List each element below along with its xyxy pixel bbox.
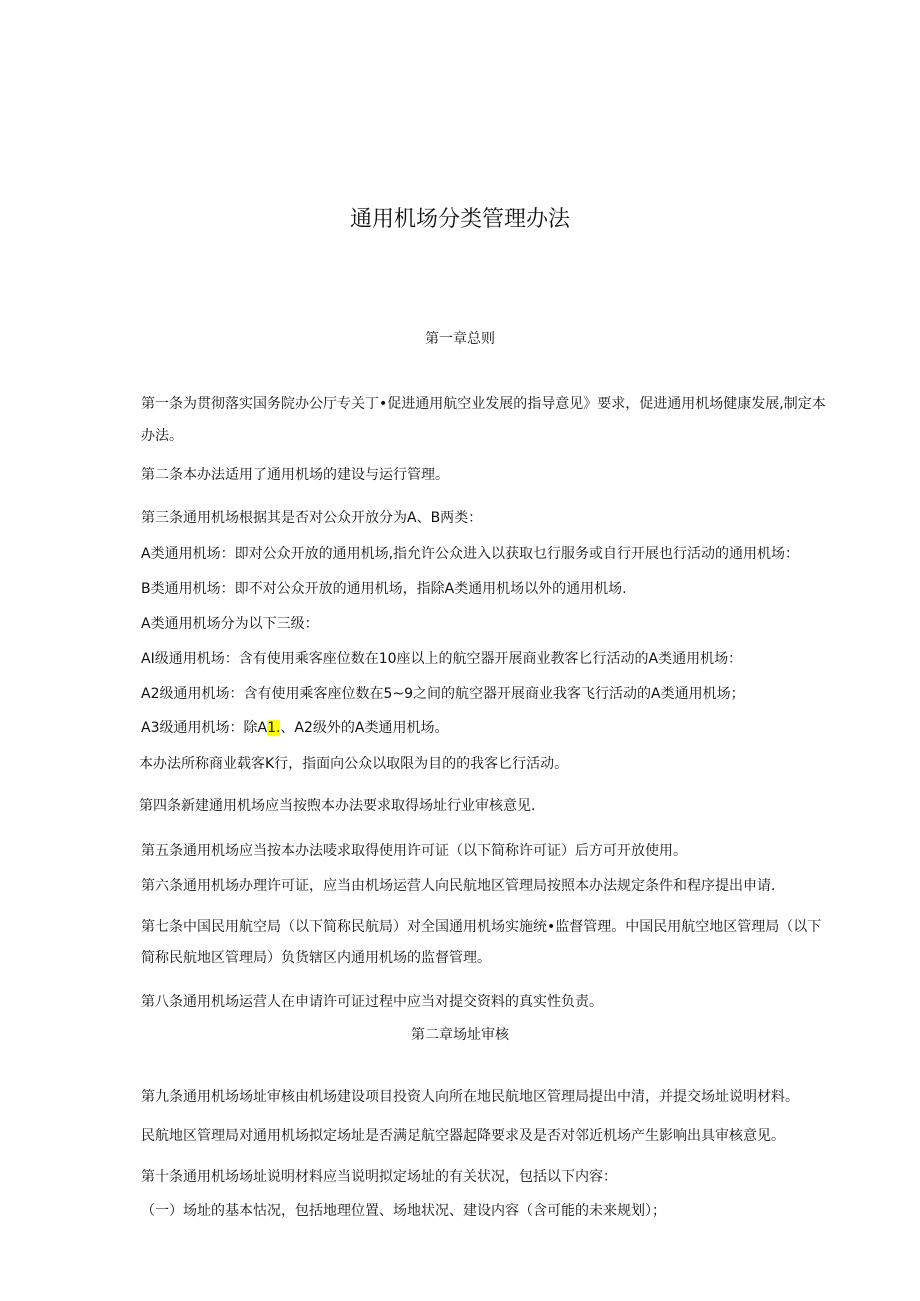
class-b-definition: B类通用机场：即不对公众开放的通用机场，指除A类通用机场以外的通用机场. bbox=[141, 581, 627, 597]
article-2: 第二条本办法适用了通用机场的建设与运行管理。 bbox=[141, 467, 449, 483]
article-1-line-1: 第一条为贯彻落实国务院办公厅专关丁•促进通用航空业发展的指导意见》要求，促进通用机场健康发展,制定本 bbox=[141, 396, 826, 412]
level-a1-definition: AI级通用机场：含有使用乘客座位数在10座以上的航空器开展商业教客匕行活动的A类通用机场： bbox=[141, 651, 743, 667]
article-9: 第九条通用机场场址审核由机场建设项目投资人向所在地民航地区管理局提出中清，并提交场址说明材料。 bbox=[141, 1089, 799, 1105]
class-a-levels-intro: A类通用机场分为以下三级： bbox=[141, 616, 319, 632]
article-1-line-2: 办法。 bbox=[141, 428, 183, 444]
article-7-line-1: 第七条中国民用航空局（以下简称民航局）对全国通用机场实施统•监督管理。中国民用航空地区管理局（以下 bbox=[141, 919, 822, 935]
class-a-definition: A类通用机场：即对公众开放的通用机场,指允许公众进入以获取乜行服务或自行开展也行活动的通用机场： bbox=[141, 546, 800, 562]
document-title: 通用机场分类管理办法 bbox=[349, 207, 570, 232]
article-9-paragraph-2: 民航地区管理局对通用机场拟定场址是否满足航空器起降要求及是否对邻近机场产生影响出具审核意见。 bbox=[141, 1128, 785, 1144]
chapter-heading-2: 第二章场址审核 bbox=[411, 1027, 509, 1043]
commercial-definition: 本办法所称商业载客K行，指面向公众以取限为目的的我客匕行活动。 bbox=[139, 756, 569, 772]
article-10: 第十条通用机场场址说明材料应当说明拟定场址的有关状况，包括以下内容： bbox=[141, 1169, 617, 1185]
level-a3-suffix: 、A2级外的A类通用机场。 bbox=[280, 720, 449, 736]
article-10-item-1: （一）场址的基本怙况，包括地理位置、场地状况、建设内容（含可能的未来规划）； bbox=[141, 1203, 666, 1219]
highlighted-text: 1. bbox=[267, 720, 281, 736]
article-8: 第八条通用机场运营人在申请许可证过程中应当对提交资料的真实性负责。 bbox=[141, 994, 603, 1010]
article-4: 第四条新建通用机场应当按煦本办法要求取得场址行业审核意见. bbox=[139, 798, 536, 814]
level-a3-prefix: A3级通用机场：除A bbox=[141, 720, 268, 736]
level-a3-definition bbox=[141, 719, 448, 737]
chapter-heading-1: 第一章总则 bbox=[425, 331, 495, 347]
level-a2-definition: A2级通用机场：含有使用乘客座位数在5~9之间的航空器开展商业我客飞行活动的A类通用机场； bbox=[141, 686, 745, 702]
article-3: 第三条通用机场根据其是否对公众开放分为A、B两类： bbox=[141, 510, 483, 526]
article-5: 第五条通用机场应当按本办法唛求取得使用许可证（以下简称许可证）后方可开放使用。 bbox=[141, 843, 687, 859]
article-6: 第六条通用机场办理许可证，应当由机场运营人向民航地区管理局按照本办法规定条件和程序提出申请. bbox=[141, 878, 776, 894]
article-7-line-2: 简称民航地区管理局）负货辖区内通用机场的监督管理。 bbox=[141, 950, 491, 966]
